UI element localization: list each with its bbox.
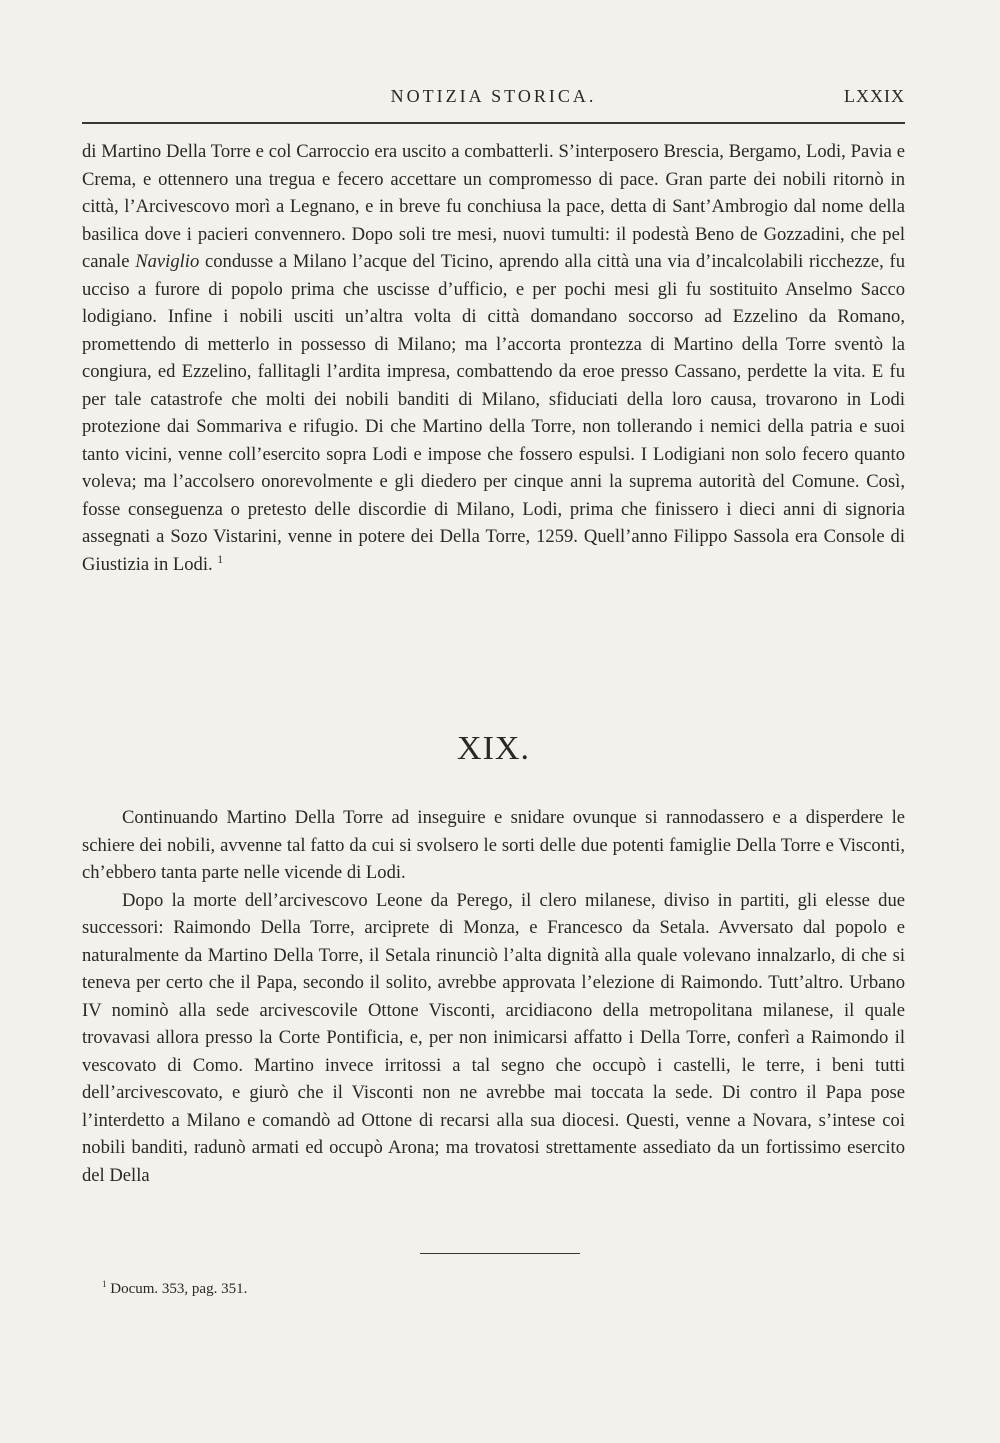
- chapter-heading: XIX.: [457, 730, 530, 767]
- paragraph: Dopo la morte dell’arcivescovo Leone da Perego, il clero milanese, diviso in partiti, gli elesse due successori: Raimondo Della Torre, arciprete di Monza, e Francesco da Setala. Avversato dal popolo e naturalmente da Martino Della Torre, il Setala rinunciò l’alta dignità alla quale volevano innalzarlo, di che si teneva per certo che il Papa, secondo il solito, avrebbe approvata l’elezione di Raimondo. Tutt’altro. Urbano IV nominò alla sede arcivescovile Ottone Visconti, arcidiacono della metropolitana milanese, il quale trovavasi allora presso la Corte Pontificia, e, per non inimicarsi affatto i Della Torre, conferì a Raimondo il vescovato di Como. Martino invece irritossi a tal segno che occupò i castelli, le terre, i beni tutti dell’arcivescovato, e giurò che il Visconti non ne avrebbe mai toccata la sede. Di contro il Papa pose l’interdetto a Milano e comandò ad Ottone di recarsi alla sua diocesi. Questi, venne a Novara, s’intese coi nobili banditi, radunò armati ed occupò Arona; ma trovatosi strettamente assediato da un fortissimo esercito del Della: [82, 889, 905, 1186]
- running-title: NOTIZIA STORICA.: [390, 86, 597, 106]
- paragraph: [82, 138, 905, 578]
- page-number: LXXIX: [844, 86, 905, 106]
- paragraph-text: condusse a Milano l’acque del Ticino, aprendo alla città una via d’incalcolabili ricchezze, fu ucciso a furore di popolo prima che uscisse d’ufficio, e per pochi mesi gli fu sostituito Anselmo Sacco lodigiano. Infine i nobili usciti un’altra volta di città domandano soccorso ad Ezzelino da Romano, promettendo di metterlo in possesso di Milano; ma l’accorta prontezza di Martino della Torre sventò la congiura, ed Ezzelino, fallitagli l’ardita impresa, combattendo da eroe presso Cassano, perdette la vita. E fu per tale catastrofe che molti dei nobili banditi di Milano, sfiduciati della loro causa, trovarono in Lodi protezione dai Sommariva e rifugio. Di che Martino della Torre, non tollerando i nemici della patria e suoi tanto vicini, venne coll’esercito sopra Lodi e impose che fossero espulsi. I Lodigiani non solo fecero quanto voleva; ma l’accolsero onorevolmente e gli diedero per cinque anni la suprema autorità del Comune. Così, fosse conseguenza o pretesto delle discordie di Milano, Lodi, prima che finissero i dieci anni di signoria assegnati a Sozo Vistarini, venne in potere dei Della Torre, 1259. Quell’anno Filippo Sassola era Console di Giustizia in Lodi.: [82, 251, 906, 575]
- footnote-mark: 1: [102, 1279, 107, 1289]
- text-block-continuation: [82, 138, 905, 578]
- running-header: [82, 84, 905, 114]
- text-block-chapter: [82, 804, 905, 1189]
- paragraph: Continuando Martino Della Torre ad inseguire e snidare ovunque si rannodassero e a disperdere le schiere dei nobili, avvenne tal fatto da cui si svolsero le sorti delle due potenti famiglie Della Torre e Visconti, ch’ebbero tanta parte nelle vicende di Lodi.: [82, 807, 905, 883]
- footnote-text: Docum. 353, pag. 351.: [110, 1281, 248, 1297]
- paragraph-text: di Martino Della Torre e col Carroccio era uscito a combatterli. S’interposero Brescia, Bergamo, Lodi, Pavia e Crema, e ottennero una tregua e fecero accettare un compromesso di pace. Gran parte dei nobili ritornò in città, l’Arcivescovo morì a Legnano, e in breve fu conchiusa la pace, detta di Sant’Ambrogio dal nome della basilica dove i pacieri convennero. Dopo soli tre mesi, nuovi tumulti: il podestà Beno de Gozzadini, che pel canale: [82, 141, 905, 272]
- footnote-reference: 1: [217, 553, 223, 566]
- header-rule: [82, 122, 905, 124]
- footnote: [102, 1281, 247, 1298]
- italic-term: Naviglio: [135, 251, 200, 272]
- footnote-rule: [420, 1253, 580, 1254]
